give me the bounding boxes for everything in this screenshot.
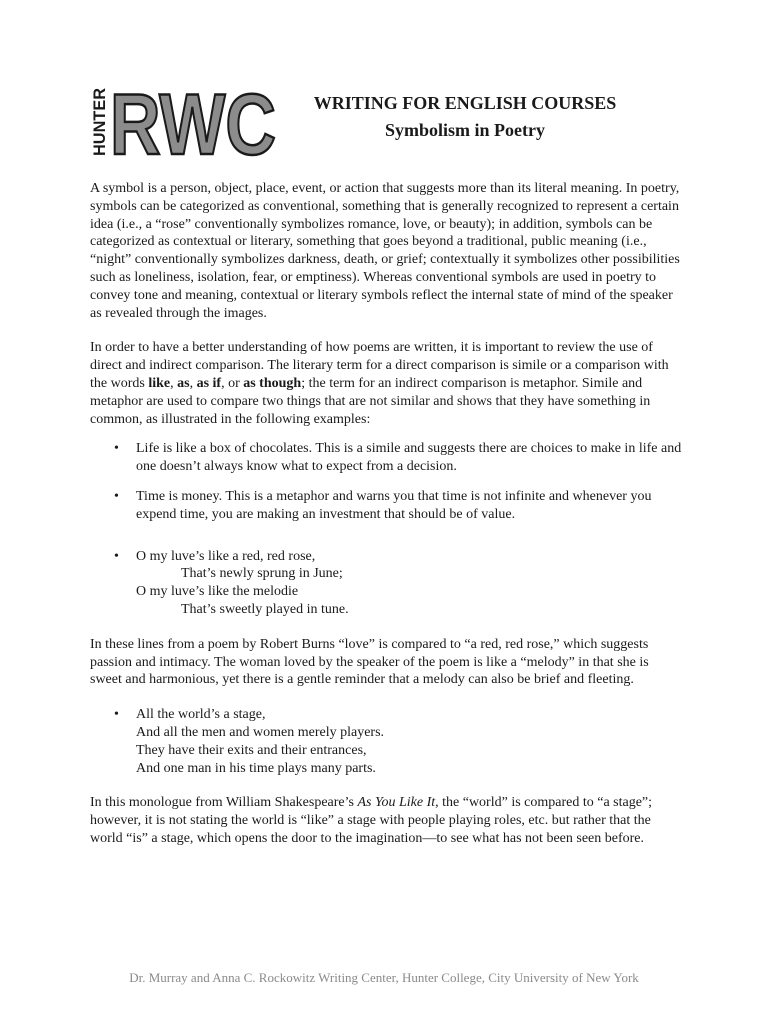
document-header bbox=[290, 91, 640, 142]
bullet-icon: • bbox=[114, 488, 119, 504]
paragraph-comparison-text-1: In order to have a better understanding of how poems are written, it is important to review the use of direct and indirect comparison. The literary term for a direct comparison is simile or a comparison with the words bbox=[90, 340, 669, 391]
paragraph-shakespeare-analysis bbox=[90, 794, 682, 847]
keyword-as-though: as though bbox=[243, 375, 302, 391]
separator: , or bbox=[221, 375, 244, 391]
paragraph-comparison-text-2: ; the term for an indirect comparison is metaphor. Simile and metaphor are used to compare two things that are not similar and shows that they have something in common, as illustrated in the following examples: bbox=[90, 375, 651, 427]
separator: , bbox=[189, 375, 197, 391]
work-title: As You Like It bbox=[357, 795, 436, 811]
poem-line: O my luve’s like a red, red rose, bbox=[136, 548, 316, 564]
bullet-icon: • bbox=[114, 441, 119, 457]
paragraph-comparison bbox=[90, 339, 682, 428]
logo-rwc-text: RWC bbox=[110, 77, 276, 173]
list-item-simile-example bbox=[90, 440, 682, 476]
paragraph-burns-analysis: In these lines from a poem by Robert Burns “love” is compared to “a red, red rose,” which suggests passion and intimacy. The woman loved by the speaker of the poem is like a “melody” in that she is sweet and harmonious, yet there is a gentle reminder that a melody can also be brief and fleeting. bbox=[90, 636, 649, 688]
keyword-as-if: as if bbox=[196, 375, 222, 391]
document-body bbox=[90, 180, 682, 848]
list-item-burns-poem bbox=[90, 548, 682, 619]
list-item-shakespeare-poem bbox=[90, 706, 682, 777]
bullet-icon: • bbox=[114, 707, 119, 723]
document-title: WRITING FOR ENGLISH COURSES bbox=[313, 93, 617, 113]
bullet-icon: • bbox=[114, 548, 119, 564]
poem-line: And all the men and women merely players. bbox=[136, 724, 385, 740]
poem-line: All the world’s a stage, bbox=[136, 707, 266, 723]
poem-line: That’s newly sprung in June; bbox=[181, 566, 343, 582]
examples-list-shakespeare bbox=[90, 706, 682, 777]
hunter-rwc-logo bbox=[86, 77, 278, 173]
keyword-as: as bbox=[177, 375, 190, 391]
separator: , bbox=[170, 375, 178, 391]
paragraph-symbol-definition: A symbol is a person, object, place, event, or action that suggests more than its literal meaning. In poetry, symbols can be categorized as conventional, something that is generally recognized to represent a certain idea (i.e., a “rose” conventionally symbolizes romance, love, or beauty); in addition, symbols can be categorized as contextual or literary, something that goes beyond a traditional, public meaning (i.e., “night” conventionally symbolizes darkness, death, or grief; contextually it symbolizes other possibilities such as loneliness, isolation, fear, or emptiness). Whereas conventional symbols are used in poetry to convey tone and meaning, contextual or literary symbols reflect the internal state of mind of the speaker as revealed through the images. bbox=[90, 181, 680, 321]
document-subtitle: Symbolism in Poetry bbox=[385, 120, 545, 140]
rwc-logo-graphic bbox=[86, 77, 278, 173]
logo-hunter-text: HUNTER bbox=[90, 85, 109, 156]
page-footer: Dr. Murray and Anna C. Rockowitz Writing Center, Hunter College, City University of New York bbox=[129, 970, 639, 985]
example-simile-text: Life is like a box of chocolates. This is a simile and suggests there are choices to make in life and one doesn’t always know what to expect from a decision. bbox=[136, 441, 682, 475]
paragraph-shakespeare-text-2: , the “world” is compared to “a stage”; however, it is not stating the world is “like” a stage with people playing roles, etc. but rather that the world “is” a stage, which opens the door to the imagination—to see what has not been seen before. bbox=[90, 795, 653, 846]
keyword-like: like bbox=[148, 375, 171, 391]
poem-line: O my luve’s like the melodie bbox=[136, 584, 299, 600]
poem-line: They have their exits and their entrances, bbox=[136, 742, 367, 758]
paragraph-shakespeare-text-1: In this monologue from William Shakespeare’s bbox=[90, 795, 358, 811]
poem-line: That’s sweetly played in tune. bbox=[181, 601, 349, 617]
examples-list bbox=[90, 440, 682, 618]
example-metaphor-text: Time is money. This is a metaphor and warns you that time is not infinite and whenever you expend time, you are making an investment that should be of value. bbox=[136, 488, 652, 522]
list-item-metaphor-example bbox=[90, 488, 682, 524]
poem-line: And one man in his time plays many parts. bbox=[136, 760, 376, 776]
